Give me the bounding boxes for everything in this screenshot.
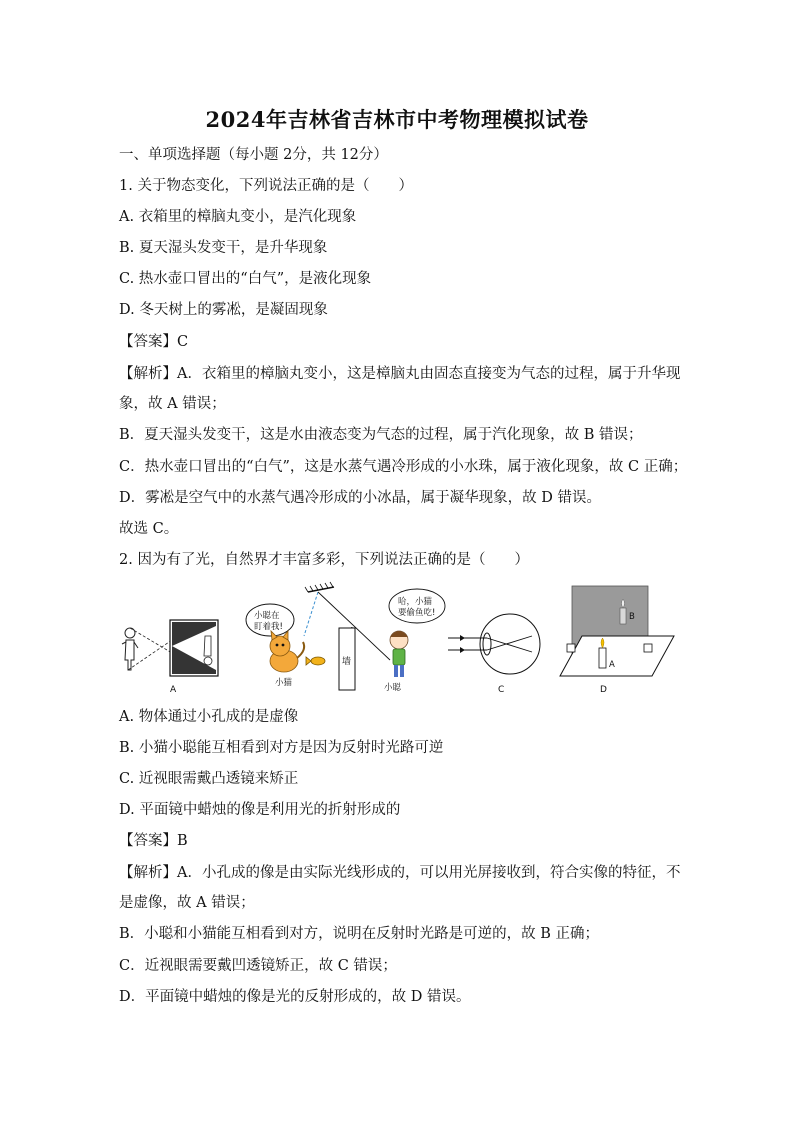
eye-panel [448, 614, 540, 695]
cat-speech-line1: 小聪在 [254, 611, 280, 621]
q2-analysis-line: C．近视眼需要戴凹透镜矫正，故 C 错误； [119, 958, 397, 974]
pinhole-panel [122, 620, 218, 695]
q2-option-d: D. 平面镜中蜡烛的像是利用光的折射形成的 [119, 802, 401, 818]
q1-stem: 1. 关于物态变化，下列说法正确的是（ ） [119, 178, 413, 194]
page-title: 2024年吉林省吉林市中考物理模拟试卷 [205, 107, 589, 132]
q2-figure [112, 578, 682, 700]
boy-label: 小聪 [384, 683, 402, 693]
q1-option-a: A. 衣箱里的樟脑丸变小，是汽化现象 [119, 209, 357, 225]
cat-speech-line2: 盯着我! [254, 622, 283, 632]
q1-analysis-line: 【解析】A．衣箱里的樟脑丸变小，这是樟脑丸由固态直接变为气态的过程，属于升华现 [119, 366, 681, 382]
q1-analysis-line: C．热水壶口冒出的“白气”，这是水蒸气遇冷形成的小水珠，属于液化现象，故 C 正确； [119, 459, 688, 475]
q1-analysis-line: B．夏天湿头发变干，这是水由液态变为气态的过程，属于汽化现象，故 B 错误； [119, 427, 643, 443]
cat-icon [270, 631, 304, 672]
q1-option-b: B. 夏天湿头发变干，是升华现象 [119, 240, 328, 256]
wall-label: 墙 [342, 657, 352, 667]
q2-analysis-line: 是虚像，故 A 错误； [119, 895, 255, 911]
q2-analysis-line: B．小聪和小猫能互相看到对方，说明在反射时光路是可逆的，故 B 正确； [119, 926, 600, 942]
boy-speech-line1: 哈，小猫 [398, 597, 433, 607]
q2-answer: 【答案】B [119, 833, 188, 849]
q2-option-c: C. 近视眼需戴凸透镜来矫正 [119, 771, 299, 787]
q1-analysis-line: D．雾凇是空气中的水蒸气遇冷形成的小冰晶，属于凝华现象，故 D 错误。 [119, 490, 601, 506]
q1-analysis-line: 故选 C。 [119, 521, 179, 537]
boy-speech-line2: 要偷鱼吃! [398, 608, 436, 618]
fish-icon [306, 657, 325, 665]
mirror-candle-panel [560, 586, 674, 695]
q2-stem: 2. 因为有了光，自然界才丰富多彩，下列说法正确的是（ ） [119, 552, 529, 568]
q1-option-d: D. 冬天树上的雾凇，是凝固现象 [119, 302, 328, 318]
q2-option-b: B. 小猫小聪能互相看到对方是因为反射时光路可逆 [119, 740, 444, 756]
label-a-candle: A [609, 660, 615, 670]
q2-option-a: A. 物体通过小孔成的是虚像 [119, 709, 299, 725]
q2-analysis-line: D．平面镜中蜡烛的像是光的反射形成的，故 D 错误。 [119, 989, 471, 1005]
q1-option-c: C. 热水壶口冒出的“白气”，是液化现象 [119, 271, 372, 287]
q2-analysis-line: 【解析】A．小孔成的像是由实际光线形成的，可以用光屏接收到，符合实像的特征，不 [119, 865, 681, 881]
boy-icon [390, 631, 408, 677]
q1-analysis-line: 象，故 A 错误； [119, 396, 226, 412]
reflection-panel [246, 582, 445, 693]
section-heading: 一、单项选择题（每小题 2分，共 12分） [119, 147, 388, 163]
cat-label: 小猫 [275, 678, 293, 688]
label-d: D [600, 685, 607, 695]
label-b-candle: B [629, 612, 635, 622]
q1-answer: 【答案】C [119, 334, 189, 350]
label-c: C [498, 685, 505, 695]
label-a: A [170, 685, 177, 695]
